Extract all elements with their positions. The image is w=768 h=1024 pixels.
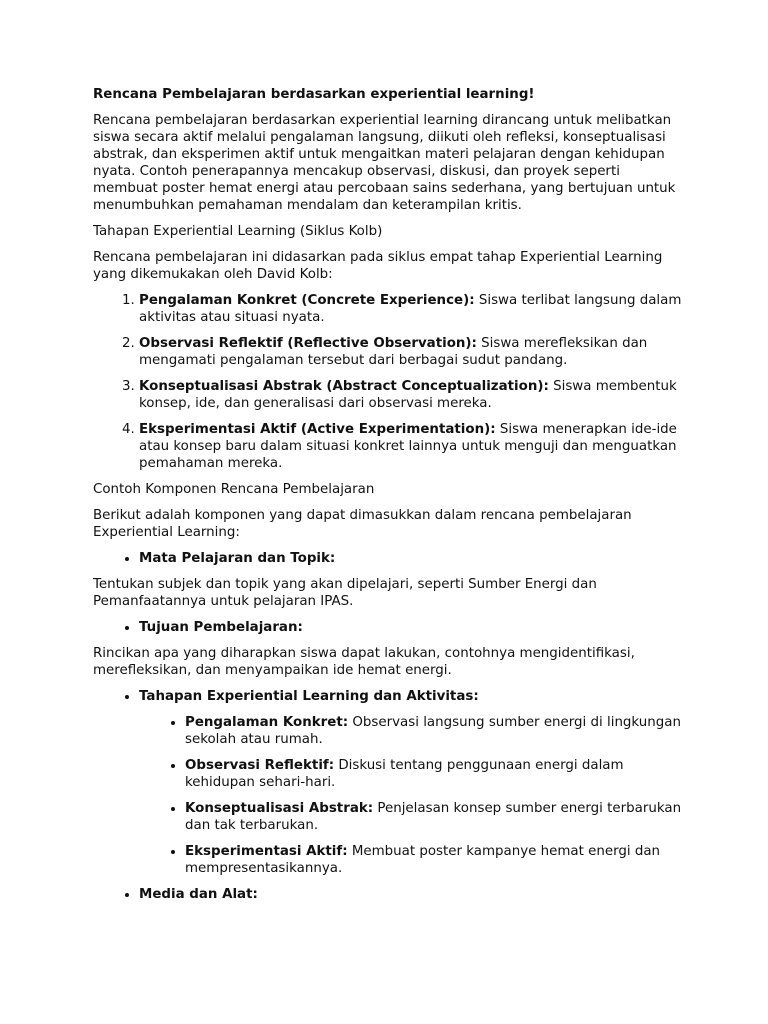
component-subject-label: Mata Pelajaran dan Topik: [139,551,336,566]
stage-desc: Siswa menerapkan ide-ide atau konsep baru dalam situasi konkret lainnya untuk menguji dan menguatkan pemahaman mereka. [139,422,677,471]
document-page [93,86,683,912]
kolb-stages-list [93,292,683,472]
list-item [139,292,683,326]
list-item [139,421,683,472]
stage-term: Eksperimentasi Aktif (Active Experimentation): [139,422,496,437]
stage-desc: Siswa merefleksikan dan mengamati pengalaman tersebut dari berbagai sudut pandang. [139,336,648,368]
activity-term: Pengalaman Konkret: [185,715,349,730]
activity-term: Eksperimentasi Aktif: [185,844,348,859]
activity-desc: Diskusi tentang penggunaan energi dalam kehidupan sehari-hari. [185,758,624,790]
component-media-label: Media dan Alat: [139,887,258,902]
component-list-stages [93,688,683,903]
list-item [185,843,683,877]
subject-paragraph: Tentukan subjek dan topik yang akan dipelajari, seperti Sumber Energi dan Pemanfaatannya untuk pelajaran IPAS. [93,577,597,609]
component-list-subject [93,550,683,567]
document-title: Rencana Pembelajaran berdasarkan experiential learning! [93,87,535,102]
list-item [139,619,683,636]
activity-desc: Observasi langsung sumber energi di lingkungan sekolah atau rumah. [185,715,681,747]
activity-desc: Penjelasan konsep sumber energi terbarukan dan tak terbarukan. [185,801,682,833]
component-list-goals [93,619,683,636]
list-item [139,550,683,567]
component-stages-label: Tahapan Experiential Learning dan Aktivitas: [139,689,479,704]
stage-term: Konseptualisasi Abstrak (Abstract Conceptualization): [139,379,549,394]
section-heading-kolb: Tahapan Experiential Learning (Siklus Kolb) [93,224,383,239]
activity-term: Konseptualisasi Abstrak: [185,801,374,816]
activity-desc: Membuat poster kampanye hemat energi dan mempresentasikannya. [185,844,661,876]
kolb-intro-paragraph: Rencana pembelajaran ini didasarkan pada siklus empat tahap Experiential Learning yang dikemukakan oleh David Kolb: [93,250,663,282]
stage-term: Pengalaman Konkret (Concrete Experience): [139,293,475,308]
components-intro-paragraph: Berikut adalah komponen yang dapat dimasukkan dalam rencana pembelajaran Experiential Learning: [93,508,632,540]
component-goals-label: Tujuan Pembelajaran: [139,620,303,635]
stage-term: Observasi Reflektif (Reflective Observation): [139,336,477,351]
section-heading-components: Contoh Komponen Rencana Pembelajaran [93,482,375,497]
stage-desc: Siswa terlibat langsung dalam aktivitas atau situasi nyata. [139,293,682,325]
goals-paragraph: Rincikan apa yang diharapkan siswa dapat lakukan, contohnya mengidentifikasi, merefleksikan, dan menyampaikan ide hemat energi. [93,646,635,678]
list-item [139,886,683,903]
activity-term: Observasi Reflektif: [185,758,335,773]
list-item [139,378,683,412]
list-item [139,335,683,369]
intro-paragraph: Rencana pembelajaran berdasarkan experiential learning dirancang untuk melibatkan siswa secara aktif melalui pengalaman langsung, diikuti oleh refleksi, konseptualisasi abstrak, dan eksperimen aktif untuk mengaitkan materi pelajaran dengan kehidupan nyata. Contoh penerapannya mencakup observasi, diskusi, dan proyek seperti membuat poster hemat energi atau percobaan sains sederhana, yang bertujuan untuk menumbuhkan pemahaman mendalam dan keterampilan kritis. [93,113,676,213]
list-item [185,757,683,791]
list-item [185,800,683,834]
activities-list [139,714,683,877]
stage-desc: Siswa membentuk konsep, ide, dan generalisasi dari observasi mereka. [139,379,677,411]
list-item [185,714,683,748]
list-item [139,688,683,877]
